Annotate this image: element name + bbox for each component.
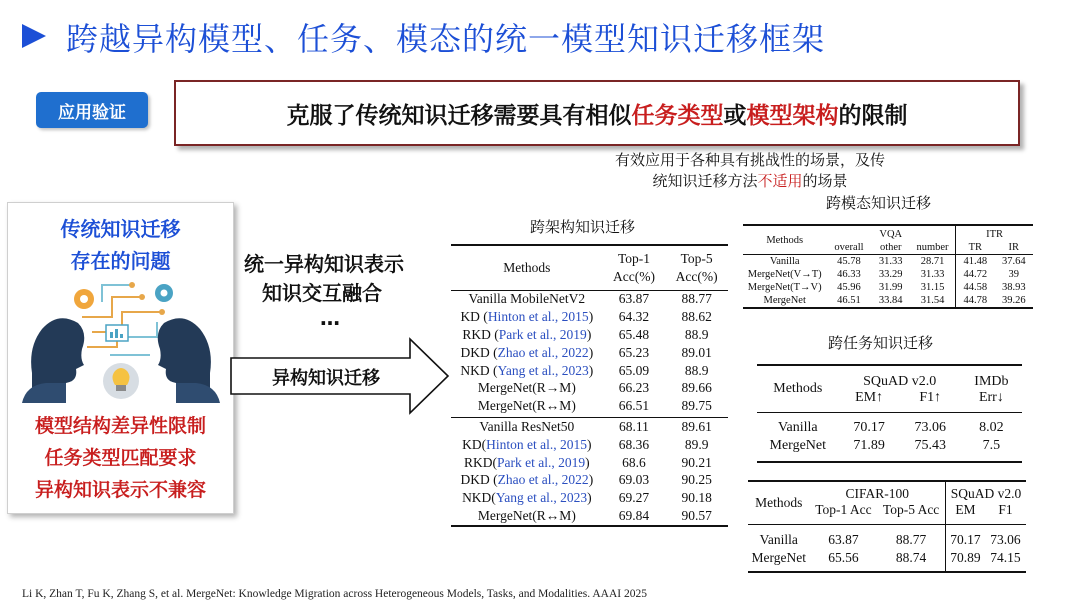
col-header: IR <box>1008 242 1020 253</box>
method-cell <box>451 436 603 454</box>
value-cell: 46.51 <box>837 295 861 306</box>
table-row <box>451 344 728 362</box>
arch-table <box>451 244 728 527</box>
method-name: RKD ( <box>462 327 499 343</box>
modal-table-caption: 跨模态知识迁移 <box>826 194 932 212</box>
top1-cell: 69.84 <box>618 508 650 524</box>
citation: Park et al., 2019 <box>498 327 587 343</box>
col-header: overall <box>834 242 864 253</box>
top5-cell: 90.25 <box>681 472 712 488</box>
value-cell: 31.15 <box>920 282 945 293</box>
top1-cell: 68.11 <box>619 419 649 435</box>
table-row <box>451 489 728 507</box>
citation-close: ) <box>588 472 594 488</box>
value-cell: 31.33 <box>878 256 903 267</box>
col-header: Methods <box>773 381 823 396</box>
method-name: KD ( <box>460 309 488 325</box>
value-cell: 41.48 <box>956 255 995 269</box>
col-header: Methods <box>766 234 804 246</box>
method-cell: MergeNet <box>763 295 806 306</box>
citation-close: ) <box>586 327 592 343</box>
table-row <box>743 255 1033 269</box>
description-line: 有效应用于各种具有挑战性的场景，及传 <box>614 151 885 169</box>
top5-cell: 89.66 <box>681 380 712 396</box>
top1-cell: 69.03 <box>618 472 650 488</box>
method-name: RKD( <box>464 454 498 470</box>
card-heading: 存在的问题 <box>70 249 171 273</box>
top5-cell: 88.9 <box>684 327 709 343</box>
top5-cell: 90.21 <box>681 454 712 470</box>
description-text: 统知识迁移方法 <box>652 172 758 190</box>
col-header: TR <box>956 241 995 255</box>
headline-text: 克服了传统知识迁移需要具有相似 <box>286 102 632 129</box>
table-row <box>451 362 728 380</box>
col-header: SQuAD v2.0 <box>863 374 937 389</box>
table-row <box>451 326 728 344</box>
value-cell: 28.71 <box>920 256 945 267</box>
description-highlight: 不适用 <box>757 172 803 190</box>
slide-title: 跨越异构模型、任务、模态的统一模型知识迁移框架 <box>66 20 826 58</box>
col-header: Top-1 <box>617 250 650 266</box>
col-header: CIFAR-100 <box>845 486 909 501</box>
value-cell: 73.06 <box>914 420 946 435</box>
citation-close: ) <box>587 490 592 506</box>
method-cell <box>451 326 603 344</box>
brain-gears-illustration-icon <box>22 277 220 403</box>
method-cell <box>451 489 603 507</box>
method-cell: MergeNet <box>769 438 827 453</box>
col-header: EM↑ <box>855 390 884 405</box>
problem-item: 模型结构差异性限制 <box>34 415 206 437</box>
value-cell: 63.87 <box>828 532 859 547</box>
top1-cell: 63.87 <box>618 291 650 307</box>
col-header: Methods <box>755 495 803 510</box>
citation: Zhao et al., 2022 <box>497 344 589 360</box>
top5-cell: 90.18 <box>681 490 712 506</box>
method-name: Vanilla MobileNetV2 <box>468 291 586 307</box>
method-name: MergeNet(R→M) <box>477 380 576 396</box>
citation: Park et al., 2019 <box>497 454 586 470</box>
method-line-1: 统一异构知识表示 <box>244 252 404 276</box>
arch-table-caption: 跨架构知识迁移 <box>530 218 636 236</box>
card-heading: 传统知识迁移 <box>60 217 181 241</box>
method-cell: MergeNet(T→V) <box>747 282 822 293</box>
cifar-table <box>748 480 1026 573</box>
citation-close: ) <box>588 362 594 378</box>
col-header: Top-1 Acc <box>815 502 872 517</box>
method-cell: Vanilla <box>769 256 800 267</box>
method-ellipsis: … <box>320 306 340 330</box>
headline-highlight-arch: 模型架构 <box>746 102 839 129</box>
col-header: Err↓ <box>978 390 1004 405</box>
method-name: NKD( <box>462 490 496 506</box>
value-cell: 31.33 <box>920 269 945 280</box>
table-row <box>743 294 1033 308</box>
top1-cell: 66.51 <box>618 398 650 414</box>
value-cell: 73.06 <box>990 532 1021 547</box>
headline-text: 的限制 <box>838 102 908 129</box>
headline-text: 或 <box>723 102 747 129</box>
top1-cell: 68.6 <box>622 454 646 470</box>
value-cell: 31.99 <box>878 282 903 293</box>
value-cell: 39.26 <box>1001 295 1026 306</box>
description-line <box>560 171 940 192</box>
description <box>560 150 940 192</box>
col-header: ITR <box>956 225 1033 241</box>
value-cell: 65.56 <box>828 550 859 565</box>
citation: Hinton et al., 2015 <box>486 436 587 452</box>
value-cell: 37.64 <box>1001 256 1026 267</box>
table-row <box>743 268 1033 281</box>
table-row <box>748 549 1026 572</box>
col-header: SQuAD v2.0 <box>945 481 1026 502</box>
method-cell: MergeNet <box>751 550 807 565</box>
top1-cell: 66.23 <box>618 380 650 396</box>
citation-close: ) <box>587 436 592 452</box>
method-name: DKD ( <box>460 344 498 360</box>
citation: Yang et al., 2023 <box>497 362 589 378</box>
table-row <box>451 472 728 490</box>
top1-cell: 65.48 <box>618 327 650 343</box>
table-row <box>451 418 728 436</box>
value-cell: 33.84 <box>878 295 903 306</box>
method-name: KD( <box>462 436 487 452</box>
table-row <box>743 281 1033 294</box>
col-header: Acc(%) <box>612 268 655 284</box>
top1-cell: 64.32 <box>618 309 650 325</box>
method-line-2: 知识交互融合 <box>262 281 382 305</box>
application-badge: 应用验证 <box>36 92 148 128</box>
headline <box>287 97 908 130</box>
method-cell: Vanilla <box>759 532 798 547</box>
top5-cell: 89.01 <box>681 344 712 360</box>
top1-cell: 69.27 <box>618 490 650 506</box>
problem-item: 异构知识表示不兼容 <box>34 479 206 501</box>
value-cell: 31.54 <box>920 295 945 306</box>
col-header: Methods <box>451 245 603 290</box>
method-cell <box>451 290 603 308</box>
method-cell <box>451 507 603 526</box>
top1-cell: 65.09 <box>618 362 650 378</box>
table-row <box>451 454 728 472</box>
table-row <box>451 397 728 417</box>
col-header: Top-5 <box>680 250 713 266</box>
col-header: Acc(%) <box>675 268 718 284</box>
table-row <box>451 507 728 526</box>
task-table-caption: 跨任务知识迁移 <box>828 334 934 352</box>
citation-close: ) <box>588 309 594 325</box>
value-cell: 70.89 <box>945 549 984 572</box>
col-header: IMDb <box>974 374 1009 389</box>
table-row <box>757 413 1022 438</box>
value-cell: 45.96 <box>837 282 861 293</box>
top5-cell: 88.77 <box>681 291 712 307</box>
table-row <box>451 380 728 398</box>
value-cell: 39 <box>1008 269 1020 280</box>
task-table <box>757 364 1022 463</box>
method-cell <box>451 454 603 472</box>
col-header: VQA <box>879 229 903 240</box>
title-arrow-icon <box>22 24 46 48</box>
col-header: other <box>879 242 902 253</box>
citation: Hinton et al., 2015 <box>487 309 589 325</box>
method-name: Vanilla ResNet50 <box>479 419 575 435</box>
citation-close: ) <box>585 454 590 470</box>
method-name: MergeNet(R↔M) <box>477 508 576 524</box>
col-header: F1 <box>998 502 1013 517</box>
value-cell: 88.74 <box>895 550 927 565</box>
col-header: number <box>916 242 949 253</box>
method-name: NKD ( <box>460 362 498 378</box>
description-text: 的场景 <box>802 172 848 190</box>
method-cell <box>451 344 603 362</box>
value-cell: 33.29 <box>878 269 903 280</box>
method-name: MergeNet(R↔M) <box>477 398 576 414</box>
method-cell <box>451 362 603 380</box>
top5-cell: 88.62 <box>681 309 712 325</box>
value-cell: 71.89 <box>853 438 885 453</box>
headline-box <box>174 80 1020 146</box>
table-row <box>451 436 728 454</box>
problem-item: 任务类型匹配要求 <box>44 447 197 469</box>
top5-cell: 90.57 <box>681 508 712 524</box>
reference: Li K, Zhan T, Fu K, Zhang S, et al. MergeNet: Knowledge Migration across Heterogeneous Models, Tasks, and Modalities. AAAI 2025 <box>22 588 647 600</box>
value-cell: 7.5 <box>982 438 1001 453</box>
value-cell: 74.15 <box>990 550 1021 565</box>
value-cell: 38.93 <box>1001 282 1026 293</box>
value-cell: 70.17 <box>853 420 885 435</box>
method-name: DKD ( <box>460 472 498 488</box>
method-cell: MergeNet(V→T) <box>747 269 822 280</box>
value-cell: 44.72 <box>956 268 995 281</box>
value-cell: 70.17 <box>945 525 984 550</box>
value-cell: 88.77 <box>895 532 927 547</box>
top1-cell: 68.36 <box>618 436 650 452</box>
problem-card <box>7 202 234 514</box>
value-cell: 44.78 <box>956 294 995 308</box>
table-row <box>451 290 728 308</box>
arrow-label: 异构知识迁移 <box>272 368 380 389</box>
table-row <box>451 308 728 326</box>
citation-close: ) <box>588 344 594 360</box>
table-row <box>748 525 1026 550</box>
col-header: Top-5 Acc <box>882 502 940 517</box>
method-cell <box>451 380 603 398</box>
value-cell: 45.78 <box>837 256 861 267</box>
method-cell <box>451 308 603 326</box>
col-header: F1↑ <box>919 390 942 405</box>
citation: Zhao et al., 2022 <box>497 472 589 488</box>
value-cell: 8.02 <box>979 420 1004 435</box>
headline-highlight-task: 任务类型 <box>631 102 724 129</box>
citation: Yang et al., 2023 <box>495 490 588 506</box>
value-cell: 75.43 <box>914 438 946 453</box>
table-row <box>757 437 1022 462</box>
modal-table <box>743 224 1033 309</box>
top5-cell: 89.61 <box>681 419 712 435</box>
top5-cell: 89.9 <box>684 436 709 452</box>
method-cell <box>451 472 603 490</box>
top5-cell: 88.9 <box>684 362 709 378</box>
top1-cell: 65.23 <box>618 344 650 360</box>
method-cell: Vanilla <box>777 420 818 435</box>
method-cell <box>451 418 603 436</box>
top5-cell: 89.75 <box>681 398 712 414</box>
method-cell <box>451 397 603 417</box>
col-header: EM <box>945 502 984 525</box>
value-cell: 46.33 <box>837 269 861 280</box>
value-cell: 44.58 <box>956 281 995 294</box>
